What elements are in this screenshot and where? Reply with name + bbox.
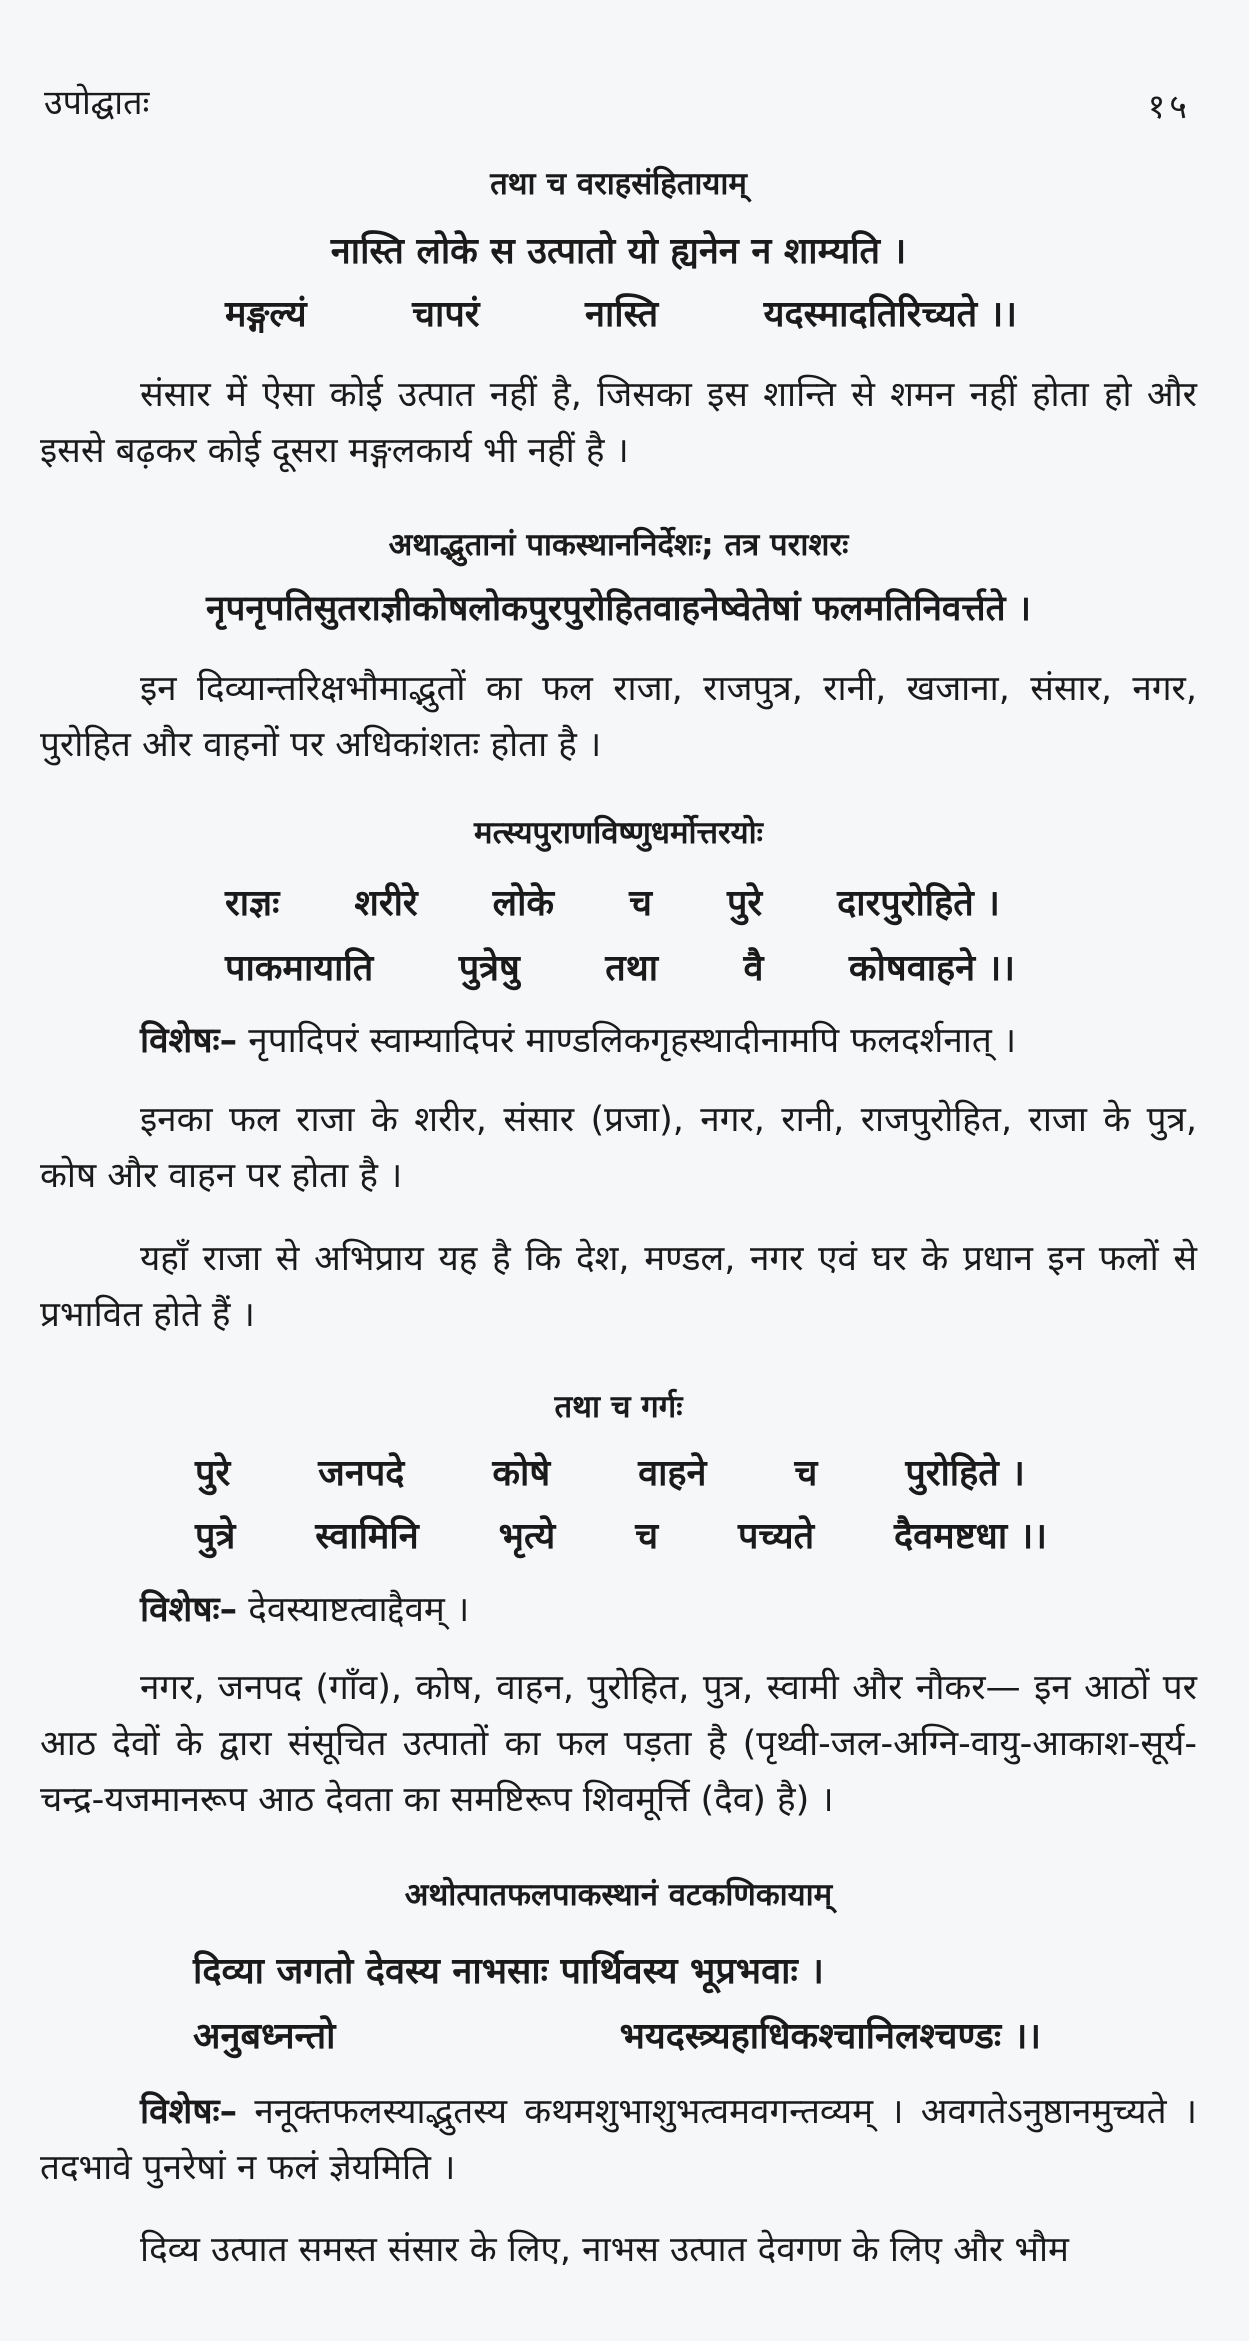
section-heading-varaha: तथा च वराहसंहितायाम् [490,166,747,202]
verse-word: जनपदे [318,1453,405,1494]
vishesh-text: ननूक्तफलस्याद्भुतस्य कथमशुभाशुभत्वमवगन्तव्यम् । अवगतेऽनुष्ठानमुच्यते । तदभावे पुनरेषां न फलं ज्ञेयमिति । [40,2092,1197,2188]
verse-word: च [635,1516,659,1557]
verse-word: तथा [605,948,659,989]
page-number: १५ [1147,87,1191,127]
section-heading-vatakanika: अथोत्पातफलपाकस्थानं वटकणिकायाम् [404,1877,833,1913]
verse-word: भृत्ये [498,1516,556,1557]
hindi-translation: यहाँ राजा से अभिप्राय यह है कि देश, मण्डल, नगर एवं घर के प्रधान इन फलों से प्रभावित होते हैं । [40,1239,1197,1335]
section-heading-parashara: अथाद्भुतानां पाकस्थाननिर्देशः; तत्र पराशरः [388,527,849,563]
verse-word: पाकमायाति [225,948,374,989]
running-header: उपोद्घातः [44,83,150,123]
vishesh-text: नृपादिपरं स्वाम्यादिपरं माण्डलिकगृहस्थादीनामपि फलदर्शनात् । [237,1021,1017,1061]
section-heading-matsya: मत्स्यपुराणविष्णुधर्मोत्तरयोः [474,815,763,851]
verse-word: राज्ञः [225,883,280,924]
verse-word: नास्ति [584,294,659,335]
vishesh-label: विशेषः– [140,2092,238,2132]
verse-line-spread [195,1510,1047,1559]
verse-word: दैवमष्टधा ।। [894,1516,1047,1557]
verse-word: कोषे [492,1453,551,1494]
verse-word: पुरे [195,1453,231,1494]
verse-word: मङ्गल्यं [225,294,307,335]
vishesh-note [40,1582,1197,1638]
verse-word: दारपुरोहिते । [837,883,1000,924]
verse-line: दिव्या जगतो देवस्य नाभसाः पार्थिवस्य भूप्रभवाः । [193,1951,824,1992]
verse-word: स्वामिनि [315,1516,419,1557]
verse-line: नृपनृपतिसुतराज्ञीकोषलोकपुरपुरोहितवाहनेष्वेतेषां फलमतिनिवर्त्तते । [206,589,1031,629]
hindi-translation: इनका फल राजा के शरीर, संसार (प्रजा), नगर, रानी, राजपुरोहित, राजा के पुत्र, कोष और वाहन पर होता है । [40,1100,1197,1196]
verse-word: पुत्रे [195,1516,236,1557]
verse-word: शरीरे [354,883,418,924]
verse-word: अनुबध्नन्तो [193,2016,336,2057]
hindi-translation: दिव्य उत्पात समस्त संसार के लिए, नाभस उत्पात देवगण के लिए और भौम [140,2230,1069,2270]
verse-word: वै [743,948,764,989]
hindi-translation: संसार में ऐसा कोई उत्पात नहीं है, जिसका इस शान्ति से शमन नहीं होता हो और इससे बढ़कर कोई दूसरा मङ्गलकार्य भी नहीं है । [40,375,1197,471]
verse-word: वाहने [638,1453,707,1494]
vishesh-label: विशेषः– [140,1590,238,1630]
vishesh-note [40,2084,1197,2196]
section-heading-garga: तथा च गर्गः [554,1389,683,1425]
verse-word: च [629,883,652,924]
verse-word: यदस्मादतिरिच्यते ।। [763,294,1017,335]
verse-word: चापरं [412,294,480,335]
vishesh-note [40,1013,1197,1069]
verse-word: पच्यते [737,1516,815,1557]
verse-word: पुरोहिते । [905,1453,1025,1494]
hindi-translation: इन दिव्यान्तरिक्षभौमाद्भुतों का फल राजा, राजपुत्र, रानी, खजाना, संसार, नगर, पुरोहित और वाहनों पर अधिकांशतः होता है । [40,669,1197,765]
verse-line-spread [225,942,1015,991]
vishesh-label: विशेषः– [140,1021,238,1061]
verse-word: भयदस्त्र्यहाधिकश्चानिलश्चण्डः ।। [619,2016,1041,2057]
verse-word: लोके [492,883,555,924]
verse-line: नास्ति लोके स उत्पातो यो ह्यनेन न शाम्यति । [330,231,907,272]
verse-word: च [794,1453,818,1494]
verse-word: पुरे [726,883,763,924]
verse-word: कोषवाहने ।। [848,948,1015,989]
verse-line-spread [225,288,1017,337]
verse-word: पुत्रेषु [458,948,520,989]
verse-line-spread [195,1447,1025,1496]
vishesh-text: देवस्याष्टत्वाद्दैवम् । [237,1590,470,1630]
verse-line-spread [193,2010,1041,2059]
verse-line-spread [225,877,1000,926]
hindi-translation: नगर, जनपद (गाँव), कोष, वाहन, पुरोहित, पुत्र, स्वामी और नौकर— इन आठों पर आठ देवों के द्वारा संसूचित उत्पातों का फल पड़ता है (पृथ्वी-जल-अग्नि-वायु-आकाश-सूर्य-चन्द्र-यजमानरूप आठ देवता का समष्टिरूप शिवमूर्त्ति (दैव) है) । [40,1668,1197,1820]
